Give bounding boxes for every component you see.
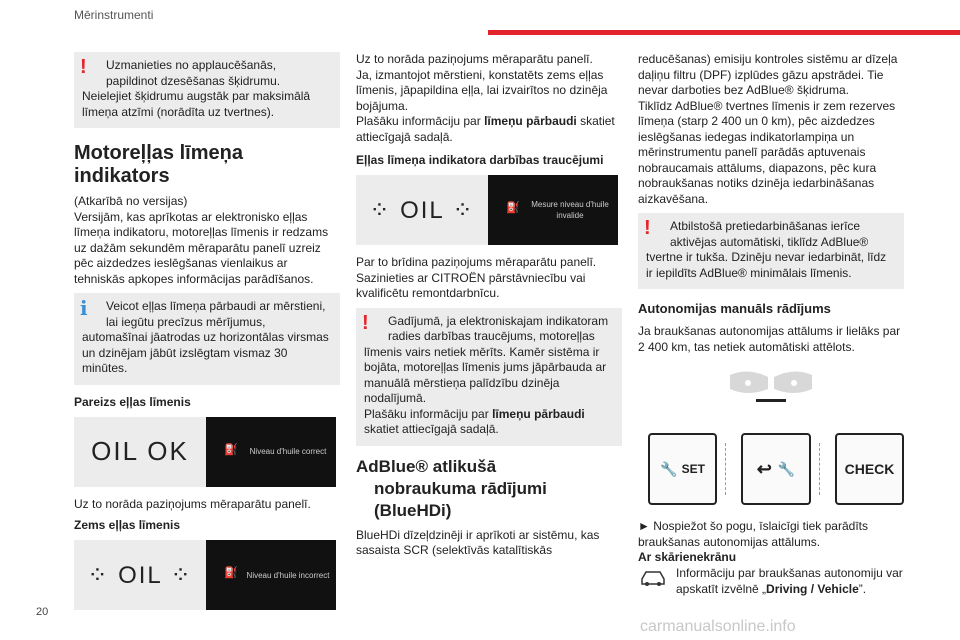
caption: Uz to norāda paziņojums mēraparātu panelī. [74, 496, 311, 511]
button-row [648, 433, 904, 505]
warning-icon: ! [644, 217, 651, 239]
oil-low-text: ⁘ OIL ⁘ [87, 561, 193, 589]
watermark: carmanualsonline.info [640, 618, 796, 635]
warning-icon: ! [362, 311, 369, 334]
warning-icon: ! [80, 56, 87, 78]
set-button[interactable] [648, 433, 717, 505]
info-text: automašīnai jāatrodas uz horizontālas virsmas un dzinējam jābūt izslēgtam vismaz 30 minūtes. [82, 330, 329, 375]
oil-can-icon: ⛽ [224, 443, 238, 456]
oil-ok-panel [74, 417, 340, 487]
level-check-link: līmeņu pārbaudi [484, 114, 577, 128]
dashboard-illustration [638, 365, 904, 415]
header-title: Mērinstrumenti [74, 8, 154, 22]
check-button[interactable] [835, 433, 904, 505]
cluster-message-text: Mesure niveau d'huile invalide [531, 200, 609, 220]
warning-line-2: radies darbības traucējums, motoreļļas [388, 329, 595, 343]
section-heading-range-display: Autonomijas manuāls rādījums [638, 301, 831, 316]
car-icon [638, 566, 668, 588]
info-line-1: Veicot eļļas līmeņa pārbaudi ar mērstieni, [106, 299, 326, 313]
divider [725, 443, 733, 495]
info-box-dipstick [74, 293, 340, 385]
touchscreen-note [638, 566, 904, 603]
subheading-low-level: Zems eļļas līmenis [74, 518, 181, 532]
dashboard-icon [638, 365, 904, 415]
warning-more: Plašāku informāciju par līmeņu pārbaudi skatiet attiecīgajā sadaļā. [364, 406, 585, 436]
paragraph: (Atkarībā no versijas) [74, 194, 188, 208]
warning-line-1: Atbilstošā pretiedarbināšanas ierīce [670, 219, 861, 233]
cluster-message-text: Niveau d'huile correct [249, 447, 327, 456]
paragraph: Ja braukšanas autonomijas attālums ir lielāks par 2 400 km, tas netiek automātiski attēlots. [638, 324, 901, 354]
warning-box-coolant [74, 52, 340, 128]
cluster-message [206, 417, 336, 487]
oil-fault-display [356, 175, 488, 245]
paragraph: Ja, izmantojot mērstieni, konstatēts zems eļļas līmenis, jāpapildina eļļa, lai izvairītos no dzinēja bojājuma. [356, 67, 608, 113]
warning-line-1: Gadījumā, ja elektroniskajam indikatoram [388, 313, 609, 328]
column-2 [356, 52, 622, 565]
return-arrow-icon: ↩ [756, 458, 772, 479]
warning-box-adblue [638, 213, 904, 289]
cluster-message [488, 175, 618, 245]
warning-text: līmenis vairs netiek mērīts. Kamēr sistēma ir bojāta, motoreļļas līmenis jums jāpārbauda ar manuālā mērstieņa palīdzību dzinēja nodalījumā. [364, 344, 607, 405]
paragraph: Versijām, kas aprīkotas ar elektronisko eļļas līmeņa indikatoru, motoreļļas līmenis ir redzams uz dažām sekundēm mēraparātu panelī uzreiz pēc aizdedzes ieslēgšanas vienlaikus ar tehniskās apkopes informācijas parādīšanos. [74, 209, 329, 286]
section-heading-adblue: AdBlue® atlikušā nobraukuma rādījumi (BlueHDi) [356, 456, 547, 520]
subheading-touchscreen: Ar skārienekrānu [638, 550, 737, 564]
wrench-icon: 🔧 [660, 460, 678, 477]
paragraph: ► Nospiežot šo pogu, īslaicīgi tiek parādīts braukšanas autonomijas attālums. [638, 519, 868, 549]
cluster-message-text: Niveau d'huile incorrect [246, 570, 330, 580]
cluster-message [206, 540, 336, 610]
paragraph: Uz to norāda paziņojums mēraparātu panelī. [356, 52, 593, 66]
oil-ok-text: OIL OK [91, 436, 189, 466]
paragraph: reducēšanas) emisiju kontroles sistēmu ar dīzeļa daļiņu filtru (DPF) izplūdes gāzu apstrādei. Tie nevar darboties bez AdBlue® šķidruma. [638, 52, 898, 97]
check-button-label: CHECK [844, 461, 895, 477]
warning-box-indicator [356, 308, 622, 446]
oil-can-icon: ⛽ [506, 202, 520, 214]
oil-fault-text: ⁘ OIL ⁘ [369, 196, 475, 224]
wrench-icon: 🔧 [777, 460, 796, 477]
paragraph: Plašāku informāciju par līmeņu pārbaudi skatiet attiecīgajā sadaļā. [356, 114, 615, 144]
paragraph: BlueHDi dīzeļdzinēji ir aprīkoti ar sistēmu, kas sasaista SCR (selektīvās katalītiskās [356, 527, 600, 557]
warning-line-2: papildinot dzesēšanas šķidrumu. [106, 73, 281, 88]
info-line-2: lai iegūtu precīzus mērījumus, [106, 314, 266, 329]
paragraph: Par to brīdina paziņojums mēraparātu panelī. Sazinieties ar CITROËN pārstāvniecību vai kvalificētu remontdarbnīcu. [356, 255, 597, 300]
subheading-correct-level: Pareizs eļļas līmenis [74, 394, 191, 409]
divider [819, 443, 827, 495]
oil-low-display [74, 540, 206, 610]
paragraph: Tiklīdz AdBlue® tvertnes līmenis ir zem rezerves līmeņa (starp 2 400 un 0 km), pēc aizdedzes ieslēgšanas iedegas indikatorlampiņa un mērinstrumentu panelī parādās aptuvenais nobraucamais attālums, diapazons, pēc kura nobraukšanas notiks dzinēja iedarbināšanas aizkavēšana. [638, 98, 896, 206]
subheading-indicator-fault: Eļļas līmeņa indikatora darbības traucējumi [356, 153, 604, 167]
paragraph: Informāciju par braukšanas autonomiju var apskatīt izvēlnē „Driving / Vehicle”. [676, 566, 903, 596]
warning-text: Neielejiet šķidrumu augstāk par maksimālā līmeņa atzīmi (norādīta uz tvertnes). [82, 89, 311, 119]
return-wrench-button[interactable] [741, 433, 810, 505]
warning-text: tvertne ir tukša. Dzinēju nevar iedarbināt, līdz ir iepildīts AdBlue® minimālais līmenis. [646, 250, 887, 280]
header-accent-bar [488, 30, 960, 35]
column-3 [638, 52, 904, 603]
set-button-label: SET [681, 462, 705, 476]
oil-ok-display [74, 417, 206, 487]
oil-fault-panel [356, 175, 622, 245]
oil-can-icon: ⛽ [224, 567, 238, 579]
warning-line-1: Uzmanieties no applaucēšanās, [106, 58, 277, 72]
info-icon: i [80, 296, 88, 320]
section-heading-oil-level: Motoreļļas līmeņa indikators [74, 142, 243, 187]
warning-line-2: aktivējas automātiski, tiklīdz AdBlue® [670, 234, 869, 249]
column-1 [74, 52, 340, 620]
page-number: 20 [36, 606, 49, 618]
oil-low-panel [74, 540, 340, 610]
